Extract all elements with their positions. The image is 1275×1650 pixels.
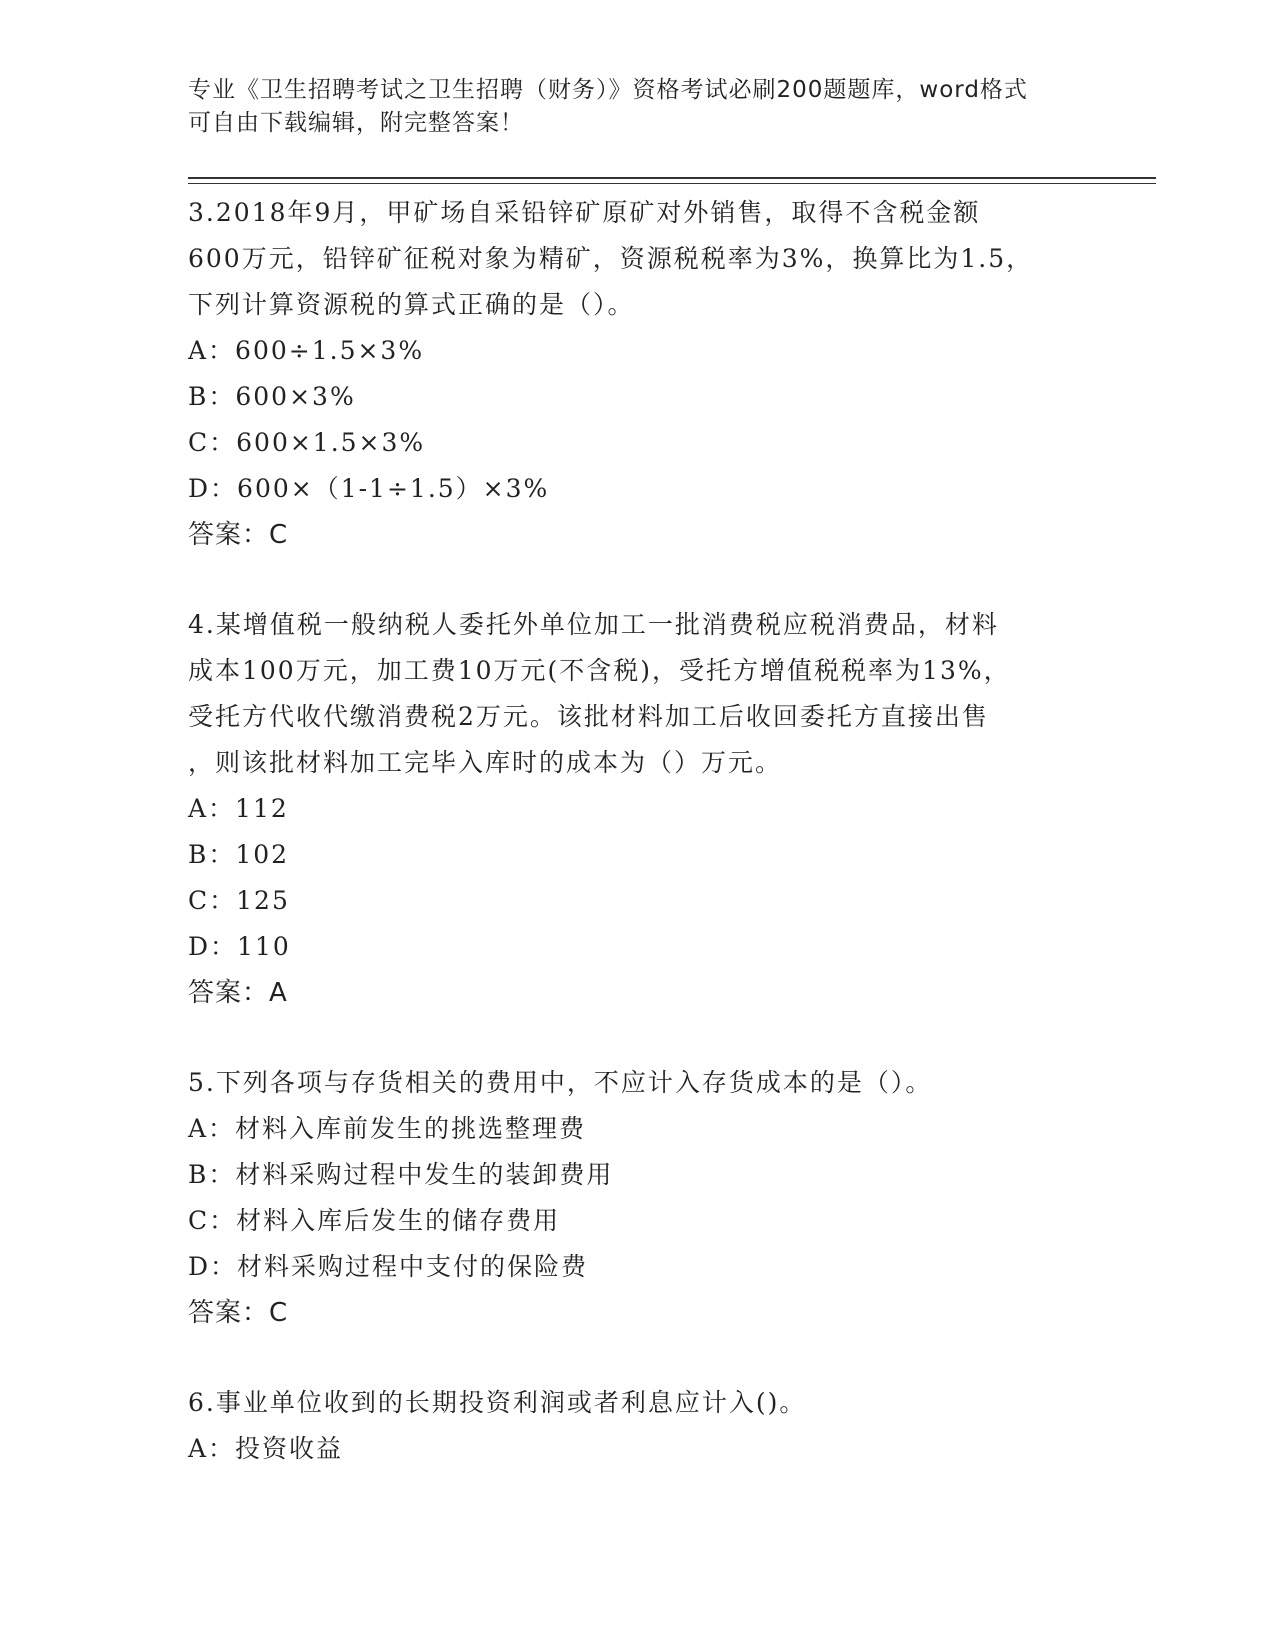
- question-block: [188, 1380, 1088, 1472]
- question-spacer: [188, 1336, 1088, 1380]
- question-text-line: 成本100万元，加工费10万元(不含税)，受托方增值税税率为13%，: [188, 656, 1011, 685]
- header-title-line-1: 专业《卫生招聘考试之卫生招聘（财务）》资格考试必刷200题题库，word格式: [188, 77, 1028, 103]
- option-b: B：102: [188, 840, 290, 869]
- question-spacer: [188, 1016, 1088, 1060]
- option-a: A：112: [188, 794, 289, 823]
- option-a: A：600÷1.5×3%: [188, 336, 425, 365]
- question-text-line: ，则该批材料加工完毕入库时的成本为（）万元。: [188, 748, 783, 777]
- question-block: [188, 602, 1088, 1016]
- question-text-line: 受托方代收代缴消费税2万元。该批材料加工后收回委托方直接出售: [188, 702, 989, 731]
- answer-label: 答案：C: [188, 520, 289, 550]
- answer-label: 答案：C: [188, 1298, 289, 1328]
- header-title-line-2: 可自由下载编辑，附完整答案！: [188, 110, 524, 136]
- header-divider-thin: [188, 183, 1156, 184]
- question-block: [188, 190, 1088, 558]
- question-text-line: 5.下列各项与存货相关的费用中，不应计入存货成本的是（）。: [188, 1068, 933, 1097]
- question-text-line: 600万元，铅锌矿征税对象为精矿，资源税税率为3%，换算比为1.5，: [188, 244, 1034, 273]
- answer-label: 答案：A: [188, 978, 288, 1008]
- option-b: B：600×3%: [188, 382, 356, 411]
- question-block: [188, 1060, 1088, 1336]
- option-d: D：110: [188, 932, 291, 961]
- option-b: B：材料采购过程中发生的装卸费用: [188, 1160, 614, 1189]
- document-header: [188, 74, 1068, 140]
- option-c: C：125: [188, 886, 290, 915]
- question-text-line: 下列计算资源税的算式正确的是（）。: [188, 290, 635, 319]
- question-text-line: 3.2018年9月，甲矿场自采铅锌矿原矿对外销售，取得不含税金额: [188, 198, 981, 227]
- option-c: C：材料入库后发生的储存费用: [188, 1206, 561, 1235]
- option-d: D：材料采购过程中支付的保险费: [188, 1252, 589, 1281]
- option-a: A：材料入库前发生的挑选整理费: [188, 1114, 587, 1143]
- question-text-line: 6.事业单位收到的长期投资利润或者利息应计入()。: [188, 1388, 807, 1417]
- question-text-line: 4.某增值税一般纳税人委托外单位加工一批消费税应税消费品，材料: [188, 610, 999, 639]
- question-spacer: [188, 558, 1088, 602]
- question-list: [188, 190, 1088, 1472]
- header-divider-thick: [188, 177, 1156, 179]
- option-a: A：投资收益: [188, 1434, 344, 1463]
- option-d: D：600×（1-1÷1.5）×3%: [188, 474, 550, 503]
- option-c: C：600×1.5×3%: [188, 428, 426, 457]
